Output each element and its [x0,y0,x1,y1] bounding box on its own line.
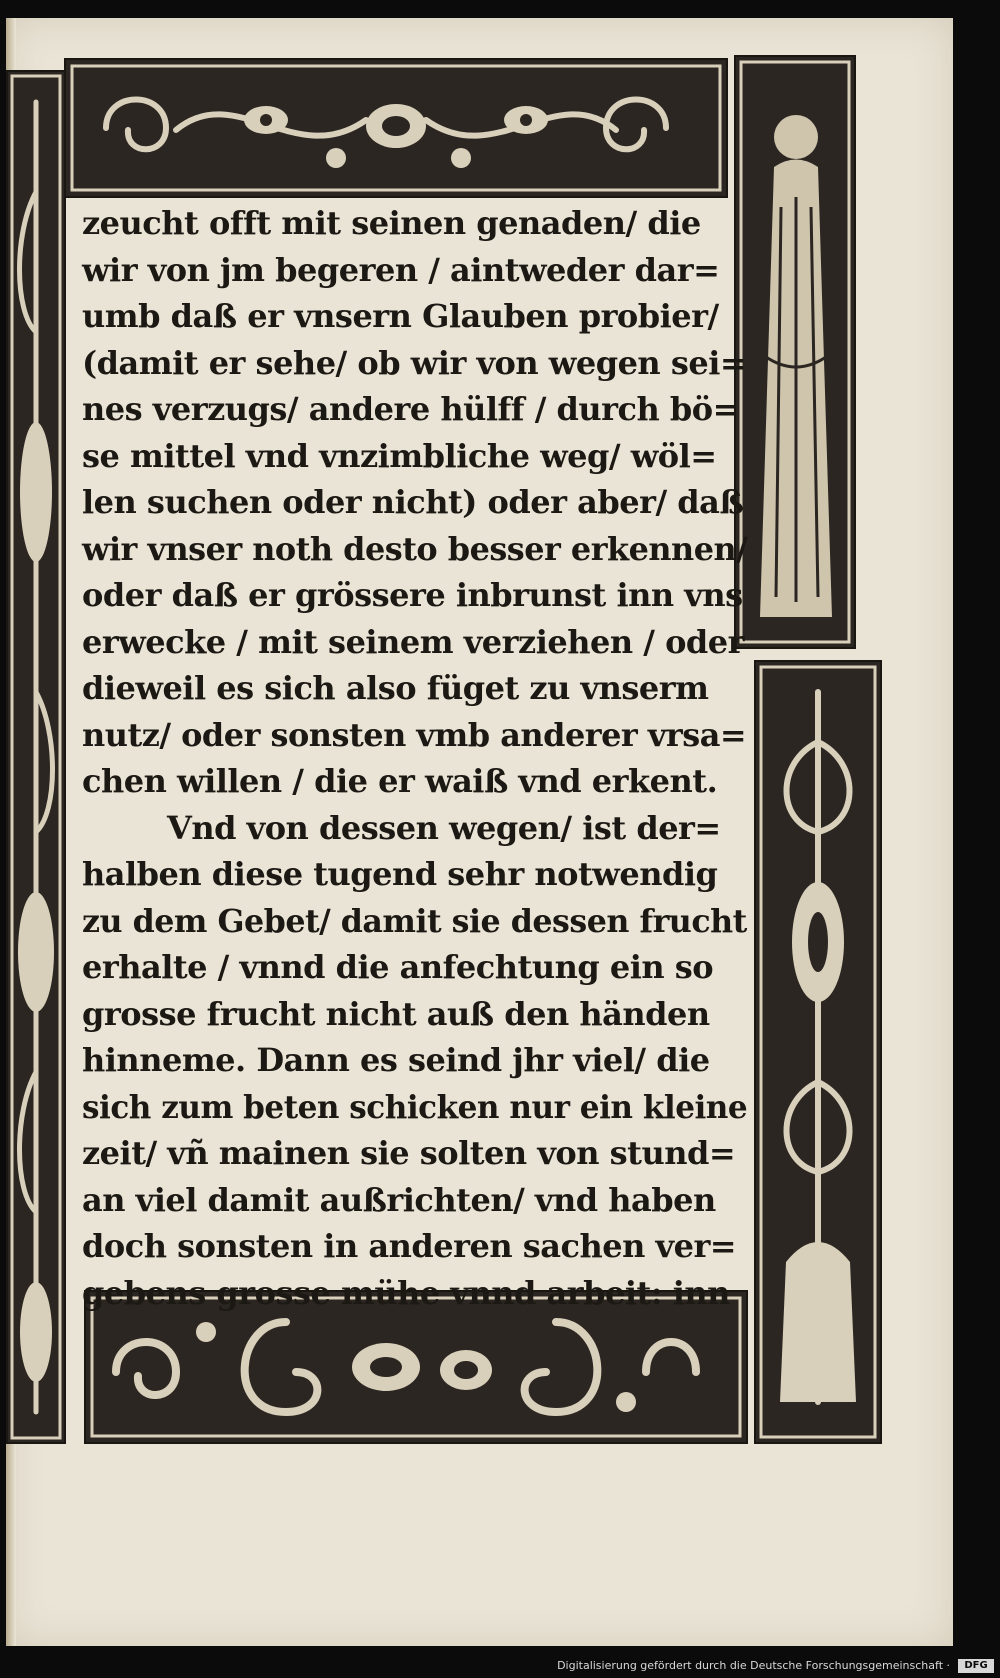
text-line: gebens grosse mühe vnnd arbeit: inn [82,1273,730,1312]
text-line: nes verzugs/ andere hülff / durch bö= [82,390,739,428]
text-line: se mittel vnd vnzimbliche weg/ wöl= [82,436,717,475]
text-line: sich zum beten schicken nur ein kleine [82,1087,748,1126]
text-line: dieweil es sich also füget zu vnserm [82,669,709,707]
text-line: erhalte / vnnd die anfechtung ein so [82,948,714,986]
text-line: len suchen oder nicht) oder aber/ daß [82,483,744,521]
printed-text-block [82,200,748,1312]
text-line: wir vnser noth desto besser erkennen/ [82,529,748,568]
digitization-credit: Digitalisierung gefördert durch die Deutsche Forschungsgemeinschaft · [557,1659,950,1672]
text-line: doch sonsten in anderen sachen ver= [82,1227,737,1265]
text-line: hinneme. Dann es seind jhr viel/ die [82,1041,710,1079]
ornamental-border-top [64,58,728,198]
dfg-logo: DFG [958,1659,994,1673]
text-line: (damit er sehe/ ob wir von wegen sei= [82,343,747,382]
ornamental-border-right-figure [734,55,856,649]
text-line: halben diese tugend sehr notwendig [82,855,718,893]
paragraph-start-line: Vnd von dessen wegen/ ist der= [167,808,721,847]
text-line: umb daß er vnsern Glauben probier/ [82,297,719,335]
text-line: an viel damit außrichten/ vnd haben [82,1180,716,1219]
text-line: nutz/ oder sonsten vmb anderer vrsa= [82,715,747,754]
ornamental-border-left [6,70,66,1444]
text-line: zu dem Gebet/ damit sie dessen frucht [82,901,747,940]
text-line: zeit/ vñ mainen sie solten von stund= [82,1134,736,1172]
text-line: chen willen / die er waiß vnd erkent. [82,762,718,800]
text-line: wir von jm begeren / aintweder dar= [82,250,720,289]
text-line: erwecke / mit seinem verziehen / oder [82,622,744,661]
text-line: grosse frucht nicht auß den händen [82,994,710,1033]
text-line: oder daß er grössere inbrunst inn vns [82,576,743,614]
text-line: zeucht offt mit seinen genaden/ die [82,204,701,242]
ornamental-border-right-vase [754,660,882,1444]
